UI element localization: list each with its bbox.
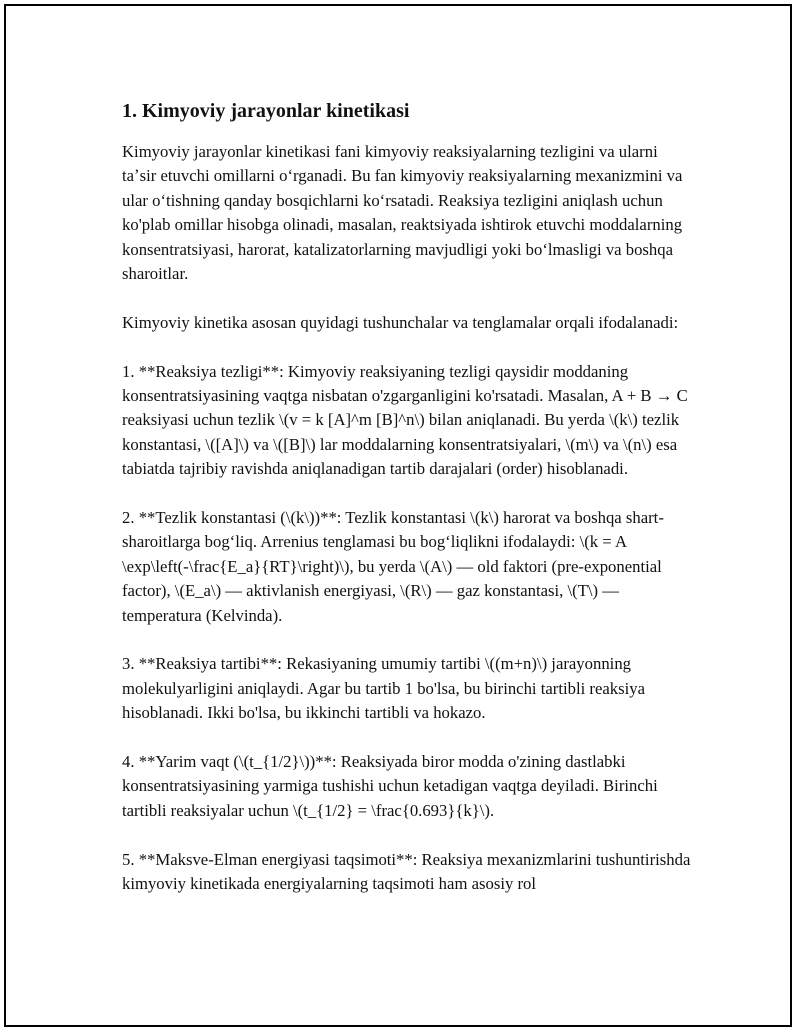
paragraph-rate-constant: 2. **Tezlik konstantasi (\(k\))**: Tezlik konstantasi \(k\) harorat va boshqa shart-sharoitlarga bogʻliq. Arrenius tenglamasi bu bogʻliqlikni ifodalaydi: \(k = A \exp\left(-\frac{E_a}{RT}\right)\), bu yerda \(A\) — old faktori (pre-exponential factor), \(E_a\) — aktivlanish energiyasi, \(R\) — gaz konstantasi, \(T\) — temperatura (Kelvinda). bbox=[122, 508, 664, 625]
paragraph-overview: Kimyoviy kinetika asosan quyidagi tushunchalar va tenglamalar orqali ifodalanadi: bbox=[122, 312, 679, 332]
paragraph-half-life: 4. **Yarim vaqt (\(t_{1/2}\))**: Reaksiyada biror modda o'zining dastlabki konsentratsiyasining yarmiga tushishi uchun ketadigan vaqtga deyiladi. Birinchi tartibli reaksiyalar uchun \(t_{1/2} = \frac{0.693}{k}\). bbox=[122, 752, 658, 820]
page-frame bbox=[4, 4, 792, 1027]
paragraph-intro: Kimyoviy jarayonlar kinetikasi fani kimyoviy reaksiyalarning tezligini va ularni taʼsir etuvchi omillarni oʻrganadi. Bu fan kimyoviy reaksiyalarning mexanizmini va ular oʻtishning qanday bosqichlarni koʻrsatadi. Reaksiya tezligini aniqlash uchun ko'plab omillar hisobga olinadi, masalan, reaktsiyada ishtirok etuvchi moddalarning konsentratsiyasi, harorat, katalizatorlarning mavjudligi yoki boʻlmasligi va boshqa sharoitlar. bbox=[122, 142, 683, 284]
section-heading: 1. Kimyoviy jarayonlar kinetikasi bbox=[122, 100, 410, 122]
paragraph-reaction-rate: 1. **Reaksiya tezligi**: Kimyoviy reaksiyaning tezligi qaysidir moddaning konsentratsiyasining vaqtga nisbatan o'zgarganligini ko'rsatadi. Masalan, A + B → C reaksiyasi uchun tezlik \(v = k [A]^m [B]^n\) bilan aniqlanadi. Bu yerda \(k\) tezlik konstantasi, \([A]\) va \([B]\) lar moddalarning konsentratsiyalari, \(m\) va \(n\) esa tabiatda tajribiy ravishda aniqlanadigan tartib darajalari (order) hisoblanadi. bbox=[122, 361, 688, 479]
paragraph-energy-distribution: 5. **Maksve-Elman energiyasi taqsimoti**: Reaksiya mexanizmlarini tushuntirishda kimyoviy kinetikada energiyalarning taqsimoti ham asosiy rol bbox=[122, 849, 691, 894]
paragraph-reaction-order: 3. **Reaksiya tartibi**: Rekasiyaning umumiy tartibi \((m+n)\) jarayonning molekulyarligini aniqlaydi. Agar bu tartib 1 bo'lsa, bu birinchi tartibli reaksiya hisoblanadi. Ikki bo'lsa, bu ikkinchi tartibli va hokazo. bbox=[122, 654, 645, 723]
document-body bbox=[122, 98, 692, 921]
